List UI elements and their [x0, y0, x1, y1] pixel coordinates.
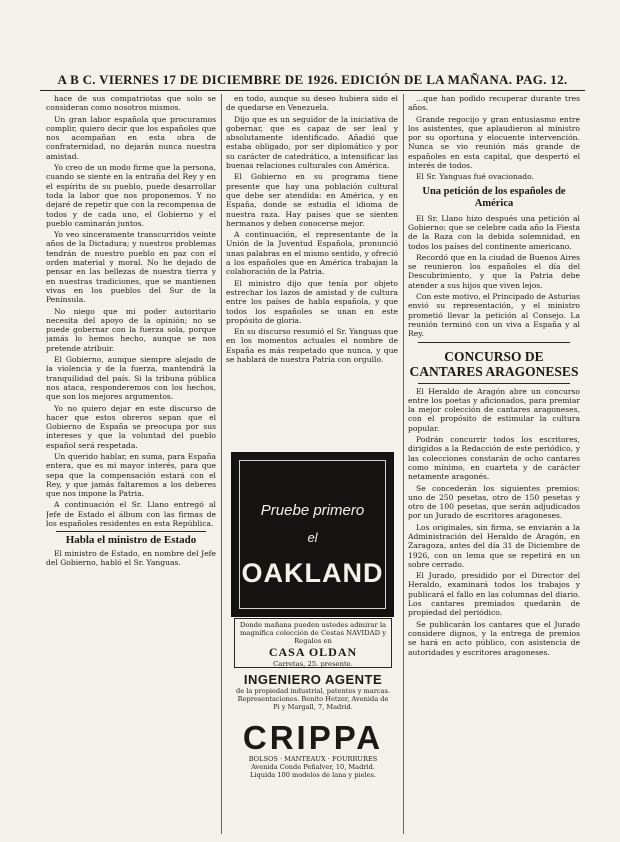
ad-crippa-line1: BOLSOS · MANTEAUX · FOURRURES: [248, 755, 378, 763]
section-rule: [56, 531, 206, 532]
heading-concurso: CONCURSO DE CANTARES ARAGONESES: [409, 348, 579, 379]
ad-casa-name: CASA OLDAN: [268, 645, 358, 659]
article-paragraph: Los originales, sin firma, se enviarán a la Administración del Heraldo de Aragón, en Zaragoza, antes del día 31 de Diciembre de 1926, con un lema que se repetirá en un sobre cerrado.: [408, 522, 580, 569]
article-paragraph: El ministro de Estado, en nombre del Jefe del Gobierno, habló el Sr. Yanguas.: [46, 548, 216, 567]
article-paragraph: Yo veo sinceramente transcurridos veinte años de la Dictadura; y nuestros problemas tendrán de nuestro pueblo en paz con el orden material y moral. No he dejado de pensar en las bellezas de nuestra tierra y en nuestras tradiciones, que se mantienen vivas en los pueblos del Sur de la Península.: [46, 230, 216, 305]
ad-oakland: [231, 452, 394, 617]
subheading-ministro: Habla el ministro de Estado: [65, 534, 197, 547]
article-paragraph: Un gran labor española que procuramos complir, quiero decir que los españoles que nos acompañan en esta obra de confraternidad, no dejarán nunca nuestra amistad.: [46, 114, 216, 161]
article-paragraph: ...que han podido recuperar durante tres años.: [408, 94, 580, 113]
ad-oakland-line1: Pruebe primero: [260, 502, 365, 519]
article-paragraph: Recordó que en la ciudad de Buenos Aires se reunieron los españoles el día del Descubrimiento, y que la Patria debe atender a sus hijos que viven lejos.: [408, 252, 580, 290]
column-3: [408, 94, 580, 834]
masthead: A B C. VIERNES 17 DE DICIEMBRE DE 1926. EDICIÓN DE LA MAÑANA. PAG. 12.: [57, 72, 568, 87]
article-paragraph: hace de sus compatriotas que solo se consideran como nosotros mismos.: [46, 94, 216, 113]
article-paragraph: El ministro dijo que tenía por objeto estrechar los lazos de amistad y de cultura entre los países de habla española, y que todos los españoles se unan en este propósito de gloria.: [226, 278, 398, 325]
article-paragraph: A continuación el Sr. Llano entregó al Jefe de Estado el álbum con las firmas de los españoles residentes en esta República.: [46, 500, 216, 529]
ad-casa-address: Carretas, 25. presente.: [273, 660, 353, 668]
heading-peticion: Una petición de los españoles de América: [422, 185, 566, 209]
ad-casa-text: Donde mañana pueden ustedes admirar la magnífica colección de Cestas NAVIDAD y Regalos en: [239, 621, 387, 645]
ad-oakland-line2: el: [307, 530, 318, 545]
ad-casa-oldan: [234, 618, 392, 668]
section-rule: [418, 383, 570, 384]
column-divider: [221, 94, 222, 834]
article-paragraph: Con este motivo, el Principado de Asturias envió su representación, y el ministro prometió llevar la petición al Consejo. La reunión terminó con un viva a España y al Rey.: [408, 292, 580, 339]
ad-crippa: [234, 720, 392, 820]
ad-ingeniero-name: INGENIERO AGENTE: [243, 672, 383, 687]
column-divider: [403, 94, 404, 834]
article-paragraph: Yo creo de un modo firme que la persona, cuando se siente en la entraña del Rey y en el espíritu de su pueblo, puede desarrollar toda la labor que nos proponemos. Y no dejaré de repetir que con la recompensa de todos y de cada uno, el Gobierno y el pueblo caminarán juntos.: [46, 163, 216, 228]
article-paragraph: Grande regocijo y gran entusiasmo entre los asistentes, que aplaudieron al ministro por su oportuna y elocuente intervención. Nunca se vio reunión más grande de españoles en esta capital, que despertó el interés de todos.: [408, 114, 580, 171]
article-paragraph: en todo, aunque su deseo hubiera sido el de quedarse en Venezuela.: [226, 94, 398, 113]
article-paragraph: Dijo que es un seguidor de la iniciativa de gobernar, que es capaz de ser leal y absolutamente identificado. Añadió que estaba obligado, por ser diplomático y por su carácter de catedrático, a intensificar las buenas relaciones culturales con América.: [226, 114, 398, 171]
article-paragraph: El Jurado, presidido por el Director del Heraldo, examinará todos los trabajos y publicará el fallo en las columnas del diario. Los cantares premiados quedarán de propiedad del periódico.: [408, 571, 580, 618]
article-paragraph: A continuación, el representante de la Unión de la Juventud Española, pronunció unas palabras en el mismo sentido, y ofreció a los españoles que en América trabajan la colaboración de la Patria.: [226, 230, 398, 277]
column-2: [226, 94, 398, 394]
ad-crippa-line3: Liquida 100 modelos de lana y pieles.: [250, 770, 376, 779]
ad-oakland-brand: OAKLAND: [241, 558, 384, 588]
article-paragraph: Un querido hablar, en suma, para España entera, que es mi mayor interés, para que sepa que la compensación estará con el Rey, y que jamás faltaremos a los deberes que nos impone la Patria.: [46, 451, 216, 499]
article-paragraph: Se concederán los siguientes premios: uno de 250 pesetas, otro de 150 pesetas y otro de 100 pesetas, que serán adjudicados por un Jurado de escritores aragoneses.: [408, 483, 580, 521]
masthead-rule: [40, 90, 585, 91]
article-paragraph: No niego que mi poder autoritario necesita del apoyo de la opinión; no se puede gobernar con la fuerza sola, porque jamás lo hemos hecho, aunque se nos pretende atribuir.: [46, 306, 216, 353]
article-paragraph: Yo no quiero dejar en este discurso de hacer que estos obreros sepan que el Gobierno de España se preocupa por sus intereses y que la voluntad del pueblo español será respetada.: [46, 403, 216, 450]
ad-ingeniero: [234, 672, 392, 718]
article-paragraph: Se publicarán los cantares que el Jurado considere dignos, y la entrega de premios se hará en acto público, con asistencia de autoridades y escritores aragoneses.: [408, 619, 580, 657]
article-paragraph: El Gobierno, aunque siempre alejado de la violencia y de la fuerza, mantendrá la tranquilidad del país. Si la tribuna pública nos ataca, responderemos con los hechos, que son los mejores argumentos.: [46, 355, 216, 402]
ad-ingeniero-text: de la propiedad industrial, patentes y marcas. Representaciones. Benito Hetzer, Avenida de Pi y Margall, 7, Madrid.: [236, 687, 390, 711]
ad-crippa-line2: Avenida Conde Peñalver, 10, Madrid.: [251, 762, 375, 771]
article-paragraph: Podrán concurrir todos los escritores, dirigidos a la Redacción de este periódico, y las colecciones constarán de ocho cantares como mínimo, en cuarteta y de carácter netamente aragonés.: [408, 435, 580, 482]
article-signature: El Sr. Yanguas fué ovacionado.: [416, 172, 535, 182]
article-paragraph: En su discurso resumió el Sr. Yanguas que en los momentos actuales el nombre de España es más respetado que nunca, y que se hablará de nuestra Patria con orgullo.: [226, 327, 398, 365]
column-1: [46, 94, 216, 834]
article-paragraph: El Heraldo de Aragón abre un concurso entre los poetas y aficionados, para premiar la mejor colección de cantares aragoneses, con el propósito de estimular la cultura popular.: [408, 386, 580, 433]
article-paragraph: El Gobierno en su programa tiene presente que hay una población cultural que debe ser atendida: en América, y en España, donde se estudia el idioma de nuestra raza. Hay países que se sienten hermanos y deben conocerse mejor.: [226, 172, 398, 228]
article-paragraph: El Sr. Llano hizo después una petición al Gobierno: que se celebre cada año la Fiesta de la Raza con la debida solemnidad, en todos los países del continente americano.: [408, 213, 580, 251]
ad-crippa-name: CRIPPA: [242, 719, 384, 756]
section-rule: [418, 342, 570, 343]
